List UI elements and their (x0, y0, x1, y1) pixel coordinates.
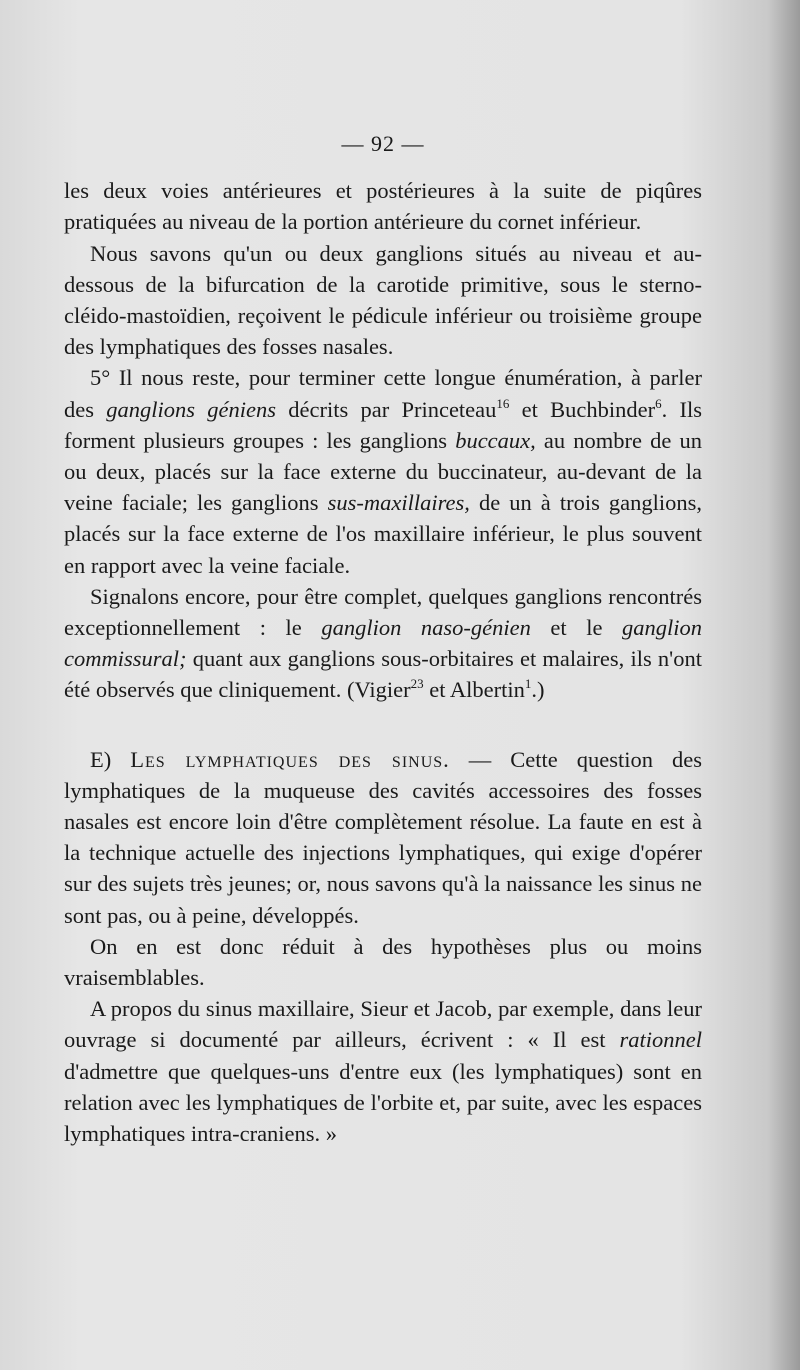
emphasis-naso-genien: ganglion naso-génien (321, 615, 531, 641)
emphasis-ganglions-geniens: ganglions géniens (106, 396, 276, 422)
ref-vigier: 23 (410, 676, 424, 692)
ref-princeteau: 16 (496, 395, 510, 411)
section-heading: Les lymphatiques des sinus. (130, 746, 450, 772)
emphasis-rationnel: rationnel (619, 1027, 702, 1053)
ref-buchbinder: 6 (655, 395, 662, 411)
section-gap (64, 706, 702, 744)
paragraph-5: E) Les lymphatiques des sinus. — Cette question des lymphatiques de la muqueuse des cavités accessoires des fosses nasales est encore loin d'être complètement résolue. La faute en est à la technique actuelle des injections lymphatiques, qui exige d'opérer sur des sujets très jeunes; or, nous savons qu'à la naissance les sinus ne sont pas, ou à peine, développés. (64, 746, 702, 928)
paragraph-6: On en est donc réduit à des hypothèses plus ou moins vraisemblables. (64, 933, 702, 991)
emphasis-buccaux: buccaux, (455, 427, 536, 453)
paragraph-1: les deux voies antérieures et postérieures à la suite de piqûres pratiquées au niveau de la portion antérieure du cornet inférieur. (64, 178, 702, 235)
ref-albertin: 1 (524, 676, 532, 692)
paragraph-2: Nous savons qu'un ou deux ganglions situés au niveau et au-dessous de la bifurcation de la carotide primitive, sous le sterno-cléido-mastoïdien, reçoivent le pédicule inférieur ou troisième groupe des lymphatiques des fosses nasales. (64, 240, 702, 360)
paragraph-7: A propos du sinus maxillaire, Sieur et Jacob, par exemple, dans leur ouvrage si documenté par ailleurs, écrivent : « Il est rationnel d'admettre que quelques-uns d'entre eux (les lymphatiques) sont en relation avec les lymphatiques de l'orbite et, par suite, avec les espaces lymphatiques intra-craniens. » (64, 996, 702, 1147)
emphasis-commissural: ganglion commissural; (64, 615, 702, 672)
paragraph-4: Signalons encore, pour être complet, quelques ganglions rencontrés exceptionnellement : le ganglion naso-génien et le ganglion commissural; quant aux ganglions sous-orbitaires et malaires, ils n'ont été observés que cliniquement. (Vigier$^{23}$ et Albertin$^1$.) (64, 583, 702, 703)
emphasis-sus-maxillaires: sus-maxillaires, (327, 490, 470, 516)
paragraph-3: 5° Il nous reste, pour terminer cette longue énumération, à parler des ganglions géniens décrits par Princeteau$^{16}$ et Buchbinder$^6$. Ils forment plusieurs groupes : les ganglions buccaux, au nombre de un ou deux, placés sur la face externe du buccinateur, au-devant de la veine faciale; les ganglions sus-maxillaires, de un à trois ganglions, placés sur la face externe de l'os maxillaire inférieur, le plus souvent en rapport avec la veine faciale. (64, 365, 702, 578)
page-number: — 92 — (341, 131, 425, 156)
book-page (64, 128, 702, 1149)
